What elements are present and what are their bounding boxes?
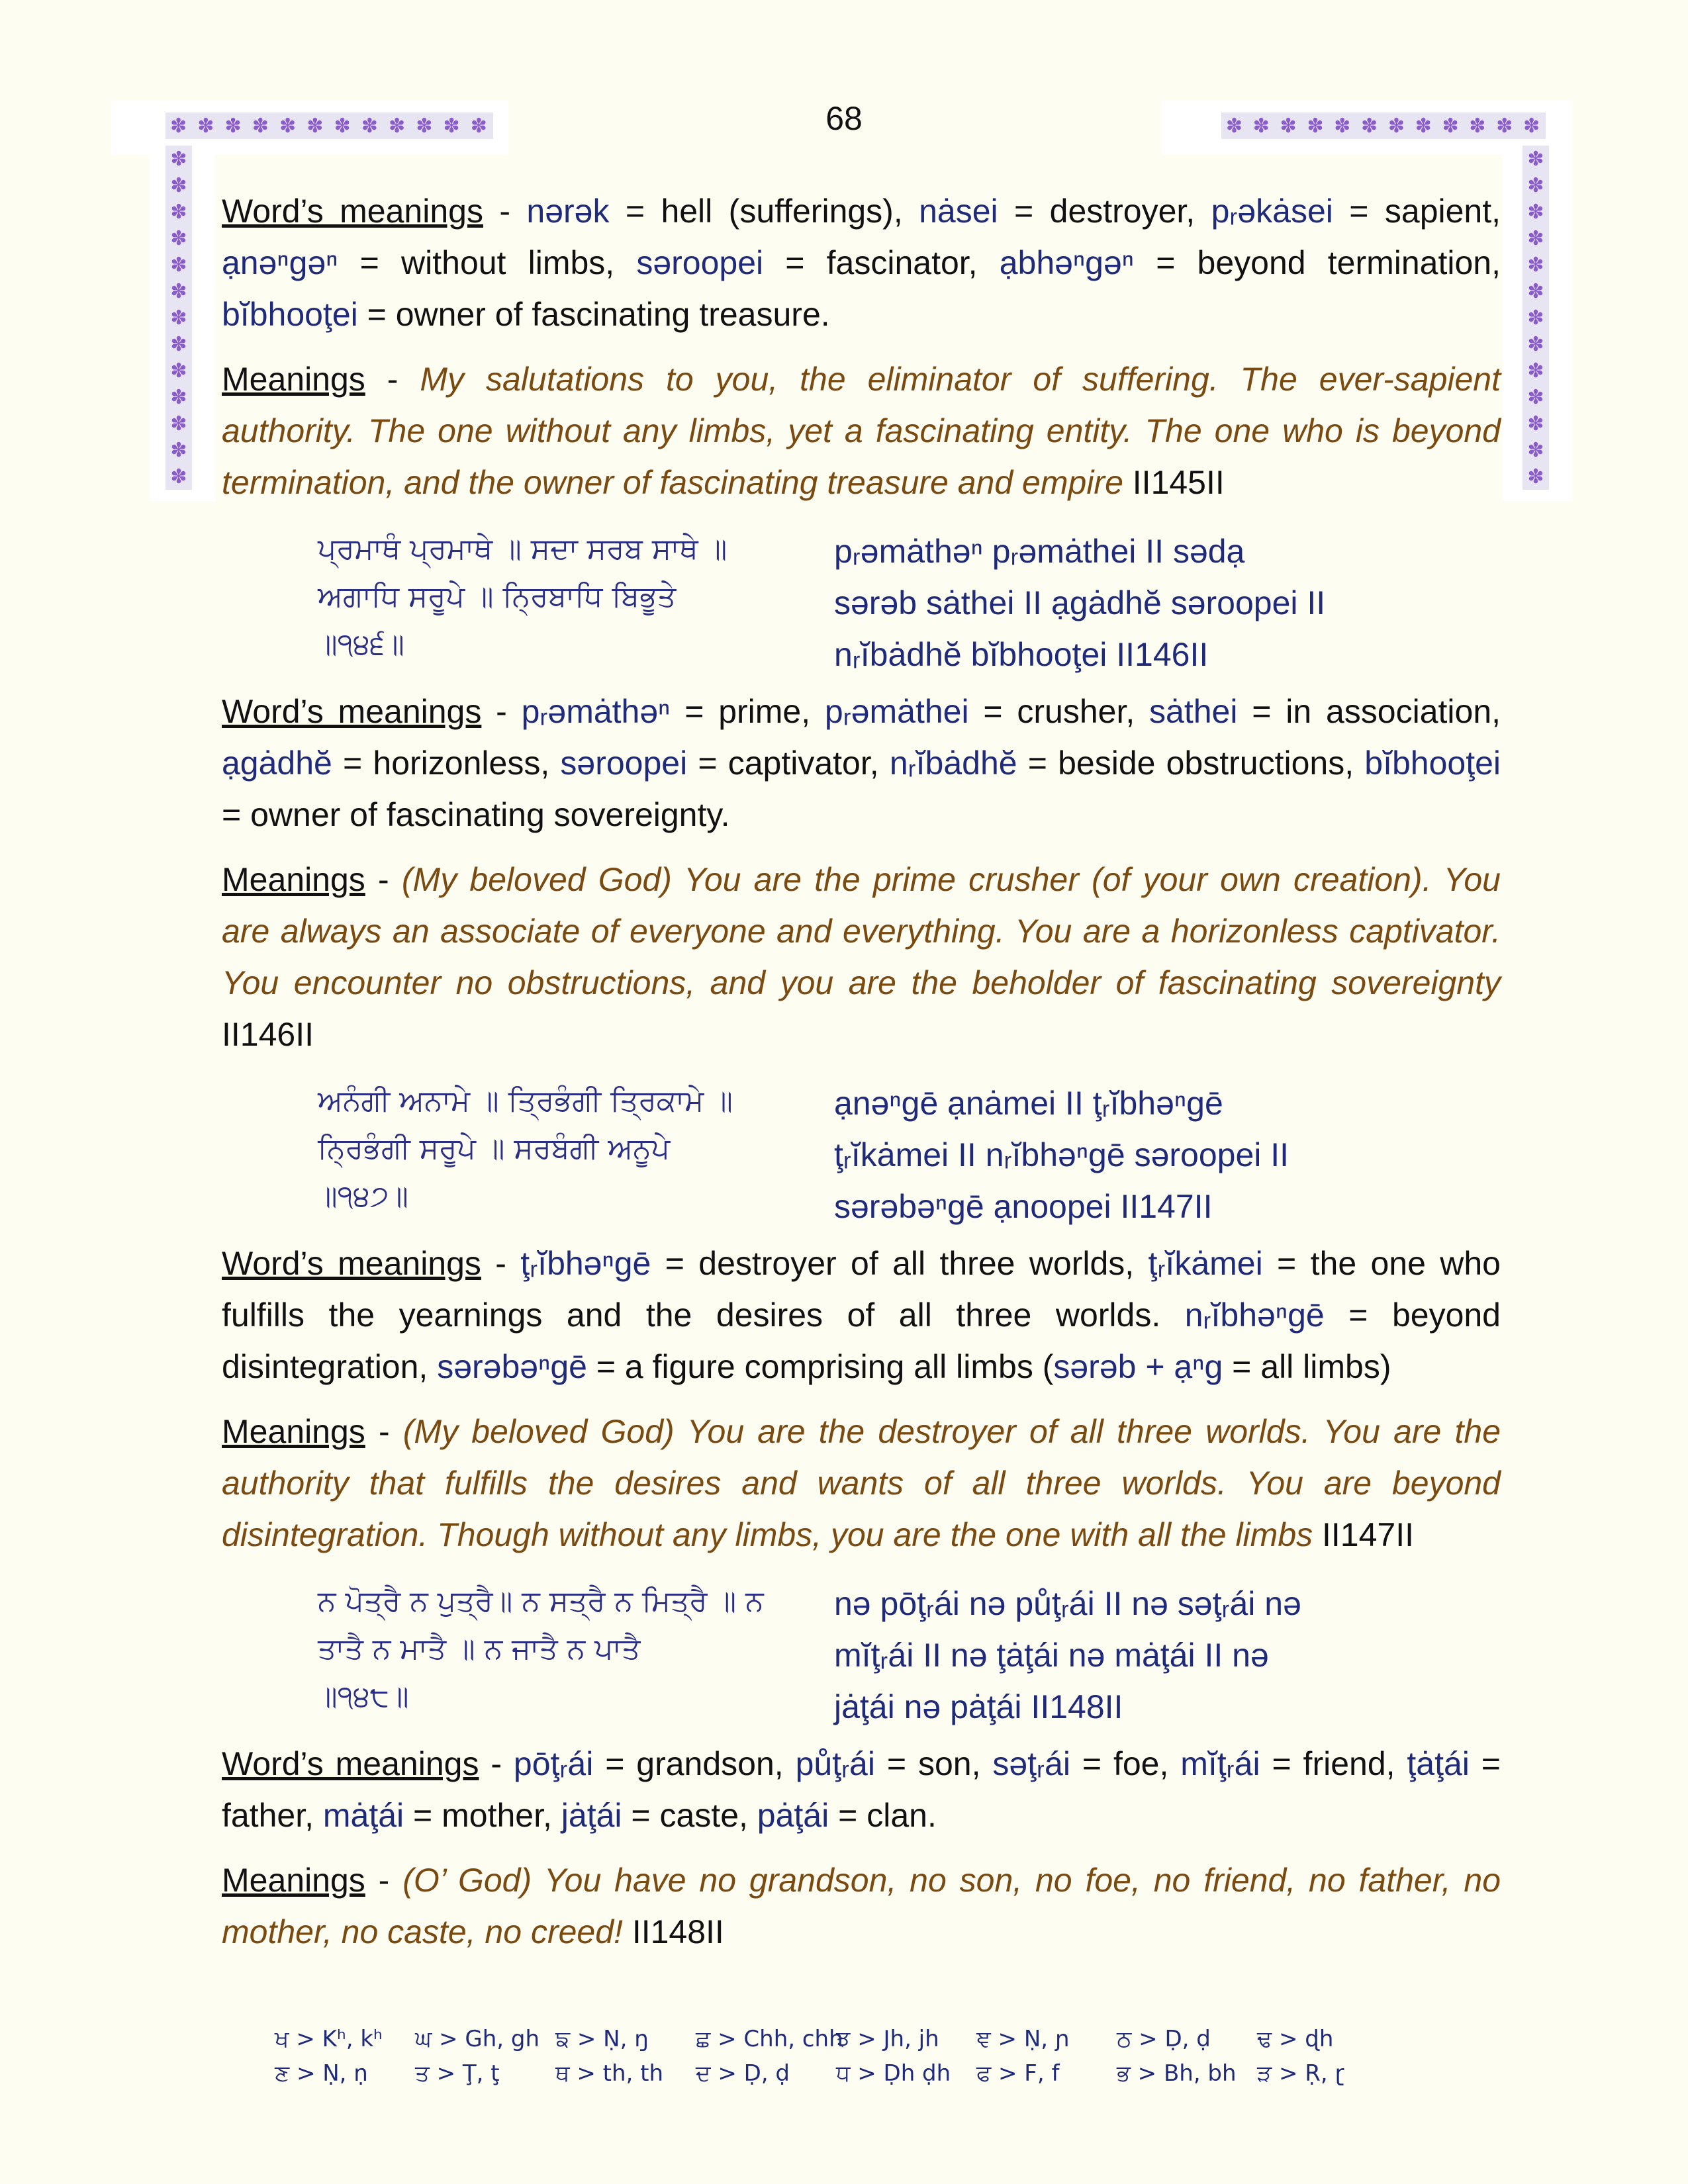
transliterated-term: nərək — [526, 193, 610, 230]
flower-ornament-icon: ✽ — [170, 200, 187, 224]
verse-number: II145II — [1123, 464, 1225, 501]
term-definition: = sapient, — [1333, 193, 1501, 230]
legend-entry: ਢ > ɖh — [1257, 2026, 1334, 2052]
left-border — [165, 146, 192, 490]
flower-ornament-icon: ✽ — [1527, 332, 1544, 356]
verse-number: II148II — [622, 1913, 724, 1950]
verse-block — [222, 1578, 1501, 1733]
gurmukhi-line: ਅਗਾਧਿ ਸਰੂਪੇ ॥ ਨ੍ਰਿਬਾਧਿ ਬਿਭੂਤੇ — [318, 580, 677, 614]
legend-entry: ਘ > Gh, gh — [415, 2026, 540, 2052]
transliterated-term: pᵣəmȧthəⁿ — [521, 693, 671, 730]
transliterated-term: səroopei — [560, 745, 688, 782]
term-definition: = captivator, — [687, 745, 890, 782]
flower-ornament-icon: ✽ — [1225, 114, 1244, 138]
transliterated-term: nȧsei — [919, 193, 998, 230]
transliterated-term: mĭţᵣái — [1180, 1745, 1260, 1782]
flower-ornament-icon: ✽ — [1527, 306, 1544, 330]
transliterated-term: ţᵣĭkȧmei — [1148, 1245, 1263, 1282]
flower-ornament-icon: ✽ — [170, 385, 187, 409]
transliterated-term: pȧţái — [757, 1797, 829, 1834]
word-meanings-paragraph: Word’s meanings - pōţᵣái = grandson, půţᵣái = son, səţᵣái = foe, mĭţᵣái = friend, ţȧţái = father, mȧţái = mother, jȧţái = caste, pȧţái = clan. — [222, 1745, 1501, 1834]
term-definition: = foe, — [1070, 1745, 1181, 1782]
flower-ornament-icon: ✽ — [1527, 279, 1544, 303]
term-definition: = the one who fulfills the yearnings and the desires of all three worlds. — [222, 1245, 1501, 1334]
legend-entry: ਤ > Ţ, ţ — [415, 2060, 500, 2087]
gurmukhi-line: ॥੧੪੬॥ — [318, 627, 404, 661]
flower-ornament-icon: ✽ — [1527, 173, 1544, 197]
meanings-paragraph: Meanings - (My beloved God) You are the destroyer of all three worlds. You are the authority that fulfills the desires and wants of all three worlds. You are beyond disintegration. Though without any limbs, you are the one with all the limbs II147II — [222, 1413, 1501, 1553]
term-definition: = horizonless, — [332, 745, 561, 782]
transliterated-term: jȧţái — [561, 1797, 622, 1834]
term-definition: = destroyer, — [998, 193, 1211, 230]
flower-ornament-icon: ✽ — [1527, 412, 1544, 435]
transliterated-term: ạnəⁿgəⁿ — [222, 244, 338, 281]
term-definition: = owner of fascinating sovereignty. — [222, 796, 730, 833]
word-meanings-paragraph: Word’s meanings - pᵣəmȧthəⁿ = prime, pᵣəmȧthei = crusher, sȧthei = in association, ạgȧdhĕ = horizonless, səroopei = captivator, nᵣĭbȧdhĕ = beside obstructions, bĭbhooţei = owner of fascinating sovereignty. — [222, 693, 1501, 833]
gurmukhi-line: ॥੧੪੭॥ — [318, 1179, 408, 1213]
flower-ornament-icon: ✽ — [170, 253, 187, 277]
flower-ornament-icon: ✽ — [170, 226, 187, 250]
flower-ornament-icon: ✽ — [1527, 147, 1544, 171]
term-definition: = son, — [874, 1745, 993, 1782]
legend-entry: ਫ > F, f — [976, 2060, 1060, 2087]
transliterated-term: mȧţái — [322, 1797, 404, 1834]
flower-ornament-icon: ✽ — [416, 114, 434, 138]
gurmukhi-verse — [222, 1077, 834, 1232]
term-definition: = beyond termination, — [1134, 244, 1501, 281]
meanings-label: Meanings — [222, 361, 365, 398]
flower-ornament-icon: ✽ — [1415, 114, 1433, 138]
transliteration-line: sərəb sȧthei II ạgȧdhĕ səroopei II — [834, 584, 1326, 621]
term-definition: = crusher, — [968, 693, 1150, 730]
word-meanings-paragraph: Word’s meanings - nərək = hell (sufferings), nȧsei = destroyer, pᵣəkȧsei = sapient, ạnəⁿgəⁿ = without limbs, səroopei = fascinator, ạbhəⁿgəⁿ = beyond termination, bĭbhooţei = owner of fascinating treasure. — [222, 193, 1501, 333]
term-definition: = all limbs) — [1223, 1348, 1391, 1385]
legend-entry: ਞ > Ṇ, ɲ — [976, 2026, 1070, 2052]
gurmukhi-verse — [222, 1578, 834, 1733]
transliteration-line: ţᵣĭkȧmei II nᵣĭbhəⁿgē səroopei II — [834, 1136, 1289, 1173]
meaning-text: (O’ God) You have no grandson, no son, no foe, no friend, no father, no mother, no caste, no creed! — [222, 1862, 1501, 1950]
flower-ornament-icon: ✽ — [170, 173, 187, 197]
legend-row — [275, 2056, 1466, 2091]
meanings-label: Meanings — [222, 1862, 365, 1899]
flower-ornament-icon: ✽ — [389, 114, 407, 138]
legend-entry: ਣ > Ṇ, ṇ — [275, 2060, 368, 2087]
flower-ornament-icon: ✽ — [197, 114, 216, 138]
flower-ornament-icon: ✽ — [1280, 114, 1298, 138]
term-definition: = friend, — [1260, 1745, 1407, 1782]
transliteration-line: sərəbəⁿgē ạnoopei II147II — [834, 1188, 1213, 1225]
legend-entry: ਖ > Kʰ, kʰ — [275, 2026, 383, 2052]
term-definition: = a figure comprising all limbs ( — [586, 1348, 1054, 1385]
transliterated-term: ạbhəⁿgəⁿ — [999, 244, 1135, 281]
gurmukhi-line: ॥੧੪੮॥ — [318, 1680, 409, 1713]
gurmukhi-line: ਤਾਤੈ ਨ ਮਾਤੈ ॥ ਨ ਜਾਤੈ ਨ ਪਾਤੈ — [318, 1632, 641, 1666]
term-definition: = prime, — [670, 693, 825, 730]
transliterated-term: půţᵣái — [795, 1745, 875, 1782]
flower-ornament-icon: ✽ — [1252, 114, 1271, 138]
verse-block — [222, 1077, 1501, 1232]
transliterated-term: sərəbəⁿgē — [437, 1348, 587, 1385]
gurmukhi-line: ਨ੍ਰਿਭੰਗੀ ਸਰੂਪੇ ॥ ਸਰਬੰਗੀ ਅਨੂਪੇ — [318, 1132, 670, 1165]
term-definition: = hell (sufferings), — [609, 193, 919, 230]
legend-entry: ਭ > Bh, bh — [1117, 2060, 1237, 2087]
flower-ornament-icon: ✽ — [1527, 438, 1544, 462]
transliteration-line: nə pōţᵣái nə půţᵣái II nə səţᵣái nə — [834, 1585, 1301, 1622]
flower-ornament-icon: ✽ — [1527, 253, 1544, 277]
word-meanings-label: Word’s meanings — [222, 1245, 481, 1282]
transliterated-term: ţᵣĭbhəⁿgē — [520, 1245, 651, 1282]
transliterated-term: pᵣəmȧthei — [824, 693, 969, 730]
transliterated-term: pōţᵣái — [513, 1745, 594, 1782]
term-definition: = mother, — [404, 1797, 561, 1834]
transliteration-line: pᵣəmȧthəⁿ pᵣəmȧthei II sədạ — [834, 533, 1245, 570]
meanings-paragraph: Meanings - (My beloved God) You are the prime crusher (of your own creation). You are always an associate of everyone and everything. You are a horizonless captivator. You encounter no obstructions, and you are the beholder of fascinating sovereignty II146II — [222, 861, 1501, 1053]
transliteration — [834, 1077, 1496, 1232]
legend-entry: ੜ > Ṛ, ɽ — [1257, 2060, 1344, 2087]
term-definition: = father, — [222, 1745, 1501, 1834]
flower-ornament-icon: ✽ — [1527, 465, 1544, 488]
legend-entry: ਛ > Chh, chh — [696, 2026, 843, 2052]
term-definition: = destroyer of all three worlds, — [651, 1245, 1149, 1282]
transliteration — [834, 525, 1496, 680]
flower-ornament-icon: ✽ — [1527, 226, 1544, 250]
flower-ornament-icon: ✽ — [252, 114, 270, 138]
transliterated-term: nᵣĭbȧdhĕ — [889, 745, 1017, 782]
right-border — [1523, 146, 1549, 490]
legend-entry: ਙ > Ṇ, ŋ — [555, 2026, 649, 2052]
flower-ornament-icon: ✽ — [361, 114, 379, 138]
term-definition: = without limbs, — [338, 244, 637, 281]
word-meanings-label: Word’s meanings — [222, 193, 483, 230]
flower-ornament-icon: ✽ — [1527, 200, 1544, 224]
flower-ornament-icon: ✽ — [1334, 114, 1352, 138]
flower-ornament-icon: ✽ — [170, 147, 187, 171]
transliteration-line: mĭţᵣái II nə ţȧţái nə mȧţái II nə — [834, 1637, 1269, 1674]
meaning-text: (My beloved God) You are the destroyer of all three worlds. You are the authority that fulfills the desires and wants of all three worlds. You are beyond disintegration. Though without any limbs, you are the one with all the limbs — [222, 1413, 1501, 1553]
gurmukhi-line: ਨ ਪੋਤ੍ਰੈ ਨ ਪੁਤ੍ਰੈ॥ ਨ ਸਤ੍ਰੈ ਨ ਮਿਤ੍ਰੈ ॥ ਨ — [318, 1584, 764, 1618]
legend-entry: ਦ > Ḍ, ḍ — [696, 2060, 790, 2087]
flower-ornament-icon: ✽ — [224, 114, 243, 138]
term-definition: = clan. — [829, 1797, 937, 1834]
flower-ornament-icon: ✽ — [170, 306, 187, 330]
meanings-paragraph: Meanings - My salutations to you, the eliminator of suffering. The ever-sapient authority. The one without any limbs, yet a fascinating entity. The one who is beyond termination, and the owner of fascinating treasure and empire II145II — [222, 361, 1501, 501]
flower-ornament-icon: ✽ — [170, 465, 187, 488]
flower-ornament-icon: ✽ — [1469, 114, 1487, 138]
gurmukhi-verse — [222, 525, 834, 680]
flower-ornament-icon: ✽ — [1527, 359, 1544, 383]
transliterated-term: səroopei — [636, 244, 764, 281]
legend-row — [275, 2022, 1466, 2056]
gurmukhi-line: ਅਨੰਗੀ ਅਨਾਮੇ ॥ ਤ੍ਰਿਭੰਗੀ ਤ੍ਰਿਕਾਮੇ ॥ — [318, 1084, 733, 1118]
transliterated-term: sȧthei — [1149, 693, 1238, 730]
transliteration-legend — [275, 2022, 1466, 2091]
flower-ornament-icon: ✽ — [306, 114, 325, 138]
flower-ornament-icon: ✽ — [1527, 385, 1544, 409]
transliteration-line: jȧţái nə pȧţái II148II — [834, 1688, 1123, 1725]
transliteration — [834, 1578, 1496, 1733]
term-definition: = fascinator, — [763, 244, 1000, 281]
transliterated-term: bĭbhooţei — [1364, 745, 1501, 782]
legend-entry: ਝ > Jh, jh — [836, 2026, 939, 2052]
transliterated-term: səţᵣái — [992, 1745, 1070, 1782]
transliterated-term: nᵣĭbhəⁿgē — [1184, 1297, 1325, 1334]
transliterated-term: bĭbhooţei — [222, 296, 358, 333]
flower-ornament-icon: ✽ — [470, 114, 489, 138]
term-definition: = beyond disintegration, — [222, 1297, 1501, 1385]
term-definition: = beside obstructions, — [1017, 745, 1365, 782]
term-definition: = caste, — [622, 1797, 757, 1834]
term-definition: = in association, — [1237, 693, 1501, 730]
transliteration-line: nᵣĭbȧdhĕ bĭbhooţei II146II — [834, 636, 1209, 673]
transliterated-term: ạgȧdhĕ — [222, 745, 332, 782]
flower-ornament-icon: ✽ — [334, 114, 352, 138]
transliteration-line: ạnəⁿgē ạnȧmei II ţᵣĭbhəⁿgē — [834, 1085, 1223, 1122]
meaning-text: My salutations to you, the eliminator of suffering. The ever-sapient authority. The one without any limbs, yet a fascinating entity. The one who is beyond termination, and the owner of fascinating treasure and empire — [222, 361, 1501, 501]
legend-entry: ਧ > Ḍh ḍh — [836, 2060, 951, 2087]
flower-ornament-icon: ✽ — [170, 438, 187, 462]
flower-ornament-icon: ✽ — [1523, 114, 1542, 138]
meanings-label: Meanings — [222, 1413, 365, 1450]
flower-ornament-icon: ✽ — [170, 279, 187, 303]
flower-ornament-icon: ✽ — [170, 114, 189, 138]
meanings-paragraph: Meanings - (O’ God) You have no grandson, no son, no foe, no friend, no father, no mother, no caste, no creed! II148II — [222, 1862, 1501, 1950]
flower-ornament-icon: ✽ — [170, 359, 187, 383]
legend-entry: ਠ > Ḍ, ḍ — [1117, 2026, 1211, 2052]
term-definition: = grandson, — [593, 1745, 796, 1782]
transliterated-term: sərəb + ạⁿg — [1053, 1348, 1223, 1385]
top-right-border — [1221, 113, 1546, 139]
page-content — [222, 185, 1501, 1958]
verse-block — [222, 525, 1501, 680]
gurmukhi-line: ਪ੍ਰਮਾਥੰ ਪ੍ਰਮਾਥੇ ॥ ਸਦਾ ਸਰਬ ਸਾਥੇ ॥ — [318, 532, 727, 566]
transliterated-term: pᵣəkȧsei — [1211, 193, 1333, 230]
word-meanings-label: Word’s meanings — [222, 1745, 479, 1782]
flower-ornament-icon: ✽ — [1360, 114, 1380, 138]
flower-ornament-icon: ✽ — [1496, 114, 1515, 138]
word-meanings-paragraph: Word’s meanings - ţᵣĭbhəⁿgē = destroyer of all three worlds, ţᵣĭkȧmei = the one who fulfills the yearnings and the desires of all three worlds. nᵣĭbhəⁿgē = beyond disintegration, sərəbəⁿgē = a figure comprising all limbs (sərəb + ạⁿg = all limbs) — [222, 1245, 1501, 1385]
legend-entry: ਥ > th, th — [555, 2060, 664, 2087]
term-definition: = owner of fascinating treasure. — [357, 296, 830, 333]
meanings-label: Meanings — [222, 861, 365, 898]
flower-ornament-icon: ✽ — [443, 114, 461, 138]
verse-number: II147II — [1313, 1516, 1415, 1553]
flower-ornament-icon: ✽ — [1307, 114, 1325, 138]
top-left-border — [165, 113, 493, 139]
flower-ornament-icon: ✽ — [279, 114, 298, 138]
meaning-text: (My beloved God) You are the prime crusher (of your own creation). You are always an associate of everyone and everything. You are a horizonless captivator. You encounter no obstructions, and you are the beholder of fascinating sovereignty — [222, 861, 1501, 1001]
flower-ornament-icon: ✽ — [170, 332, 187, 356]
word-meanings-label: Word’s meanings — [222, 693, 482, 730]
flower-ornament-icon: ✽ — [1387, 114, 1406, 138]
flower-ornament-icon: ✽ — [170, 412, 187, 435]
verse-number: II146II — [222, 1016, 314, 1053]
flower-ornament-icon: ✽ — [1442, 114, 1460, 138]
page-number: 68 — [825, 100, 863, 137]
transliterated-term: ţȧţái — [1407, 1745, 1470, 1782]
